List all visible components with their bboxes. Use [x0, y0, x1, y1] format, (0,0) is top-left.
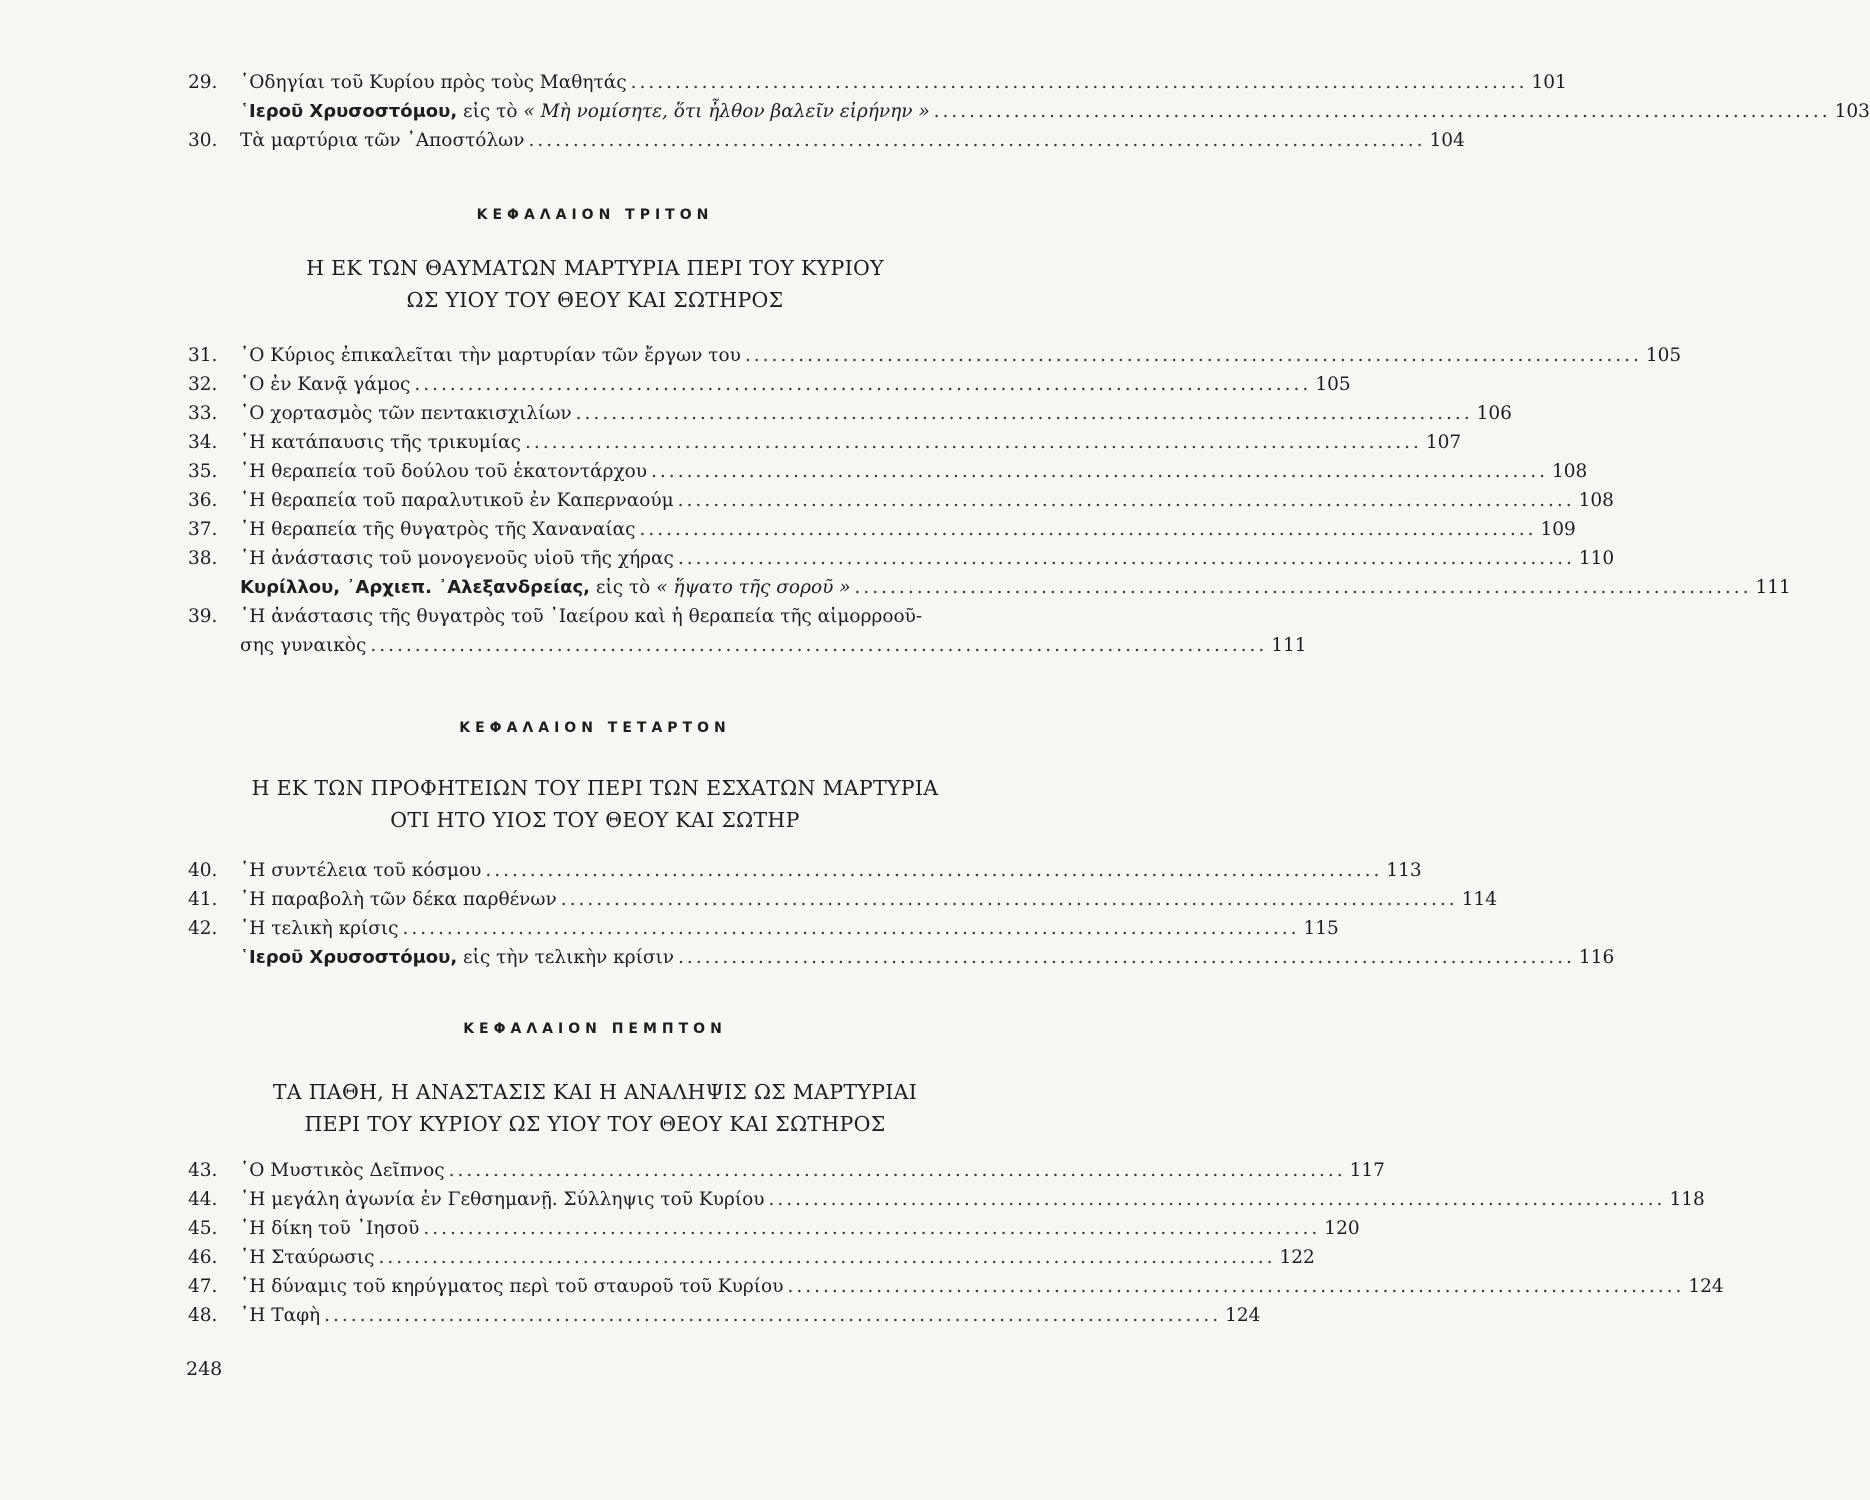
dot-leader: ..................................................................................................... [560, 889, 1458, 910]
entry-page: 113 [1386, 860, 1422, 881]
dot-leader: ..................................................................................................... [744, 345, 1642, 366]
entry-title: εἰς τὸ [589, 577, 657, 598]
toc-entry [188, 490, 1614, 518]
chapter-title [150, 252, 1040, 316]
entry-page: 104 [1429, 130, 1465, 151]
entry-quote: « ἥψατο τῆς σοροῦ » [656, 577, 851, 598]
entry-page: 111 [1271, 635, 1307, 656]
entry-number: 40. [188, 860, 218, 881]
entry-title: ῾Η συντέλεια τοῦ κόσμου [240, 860, 482, 881]
entry-page: 115 [1303, 918, 1339, 939]
dot-leader: ..................................................................................................... [575, 403, 1473, 424]
dot-leader: ..................................................................................................... [677, 490, 1575, 511]
entry-page: 105 [1315, 374, 1351, 395]
entry-number: 32. [188, 374, 218, 395]
toc-entry [188, 860, 1422, 888]
toc-entry [188, 947, 1615, 975]
entry-title: ῾Η δύναμις τοῦ κηρύγματος περὶ τοῦ σταυροῦ τοῦ Κυρίου [240, 1276, 784, 1297]
dot-leader: ..................................................................................................... [423, 1218, 1321, 1239]
chapter-title-line: ΩΣ ΥΙΟΥ ΤΟΥ ΘΕΟΥ ΚΑΙ ΣΩΤΗΡΟΣ [406, 288, 784, 312]
entry-page: 108 [1578, 490, 1614, 511]
entry-number: 45. [188, 1218, 218, 1239]
entry-number: 41. [188, 889, 218, 910]
chapter-title [150, 1076, 1040, 1140]
entry-title: ῾Η Ταφὴ [240, 1305, 321, 1326]
dot-leader: ..................................................................................................... [448, 1160, 1346, 1181]
toc-entry [188, 72, 1567, 100]
chapter-title-line: ΤΑ ΠΑΘΗ, Η ΑΝΑΣΤΑΣΙΣ ΚΑΙ Η ΑΝΑΛΗΨΙΣ ΩΣ ΜΑΡΤΥΡΙΑΙ [272, 1080, 918, 1104]
dot-leader: ..................................................................................................... [378, 1247, 1276, 1268]
dot-leader: ..................................................................................................... [485, 860, 1383, 881]
chapter-label: ΚΕΦΑΛΑΙΟΝ ΠΕΜΠΤΟΝ [463, 1021, 727, 1037]
entry-title: ῾Η ἀνάστασις τῆς θυγατρὸς τοῦ ᾿Ιαείρου καὶ ἡ θεραπεία τῆς αἱμορροοῦ- [240, 606, 923, 627]
entry-page: 111 [1755, 577, 1791, 598]
chapter-title-line: Η ΕΚ ΤΩΝ ΠΡΟΦΗΤΕΙΩΝ ΤΟΥ ΠΕΡΙ ΤΩΝ ΕΣΧΑΤΩΝ ΜΑΡΤΥΡΙΑ [251, 776, 939, 800]
entry-number: 39. [188, 606, 218, 627]
toc-entry [188, 1160, 1385, 1188]
entry-title: σης γυναικὸς [240, 635, 367, 656]
entry-page: 109 [1540, 519, 1576, 540]
entry-page: 124 [1225, 1305, 1261, 1326]
entry-number: 46. [188, 1247, 218, 1268]
chapter-title-line: ΟΤΙ ΗΤΟ ΥΙΟΣ ΤΟΥ ΘΕΟΥ ΚΑΙ ΣΩΤΗΡ [390, 808, 800, 832]
dot-leader: ..................................................................................................... [324, 1305, 1222, 1326]
entry-title: Τὰ μαρτύρια τῶν ᾿Αποστόλων [240, 130, 525, 151]
dot-leader: ..................................................................................................... [677, 548, 1575, 569]
toc-entry [188, 1305, 1261, 1333]
entry-author: ῾Ιεροῦ Χρυσοστόμου, [240, 101, 458, 122]
entry-page: 106 [1476, 403, 1512, 424]
entry-page: 116 [1578, 947, 1615, 968]
entry-number: 31. [188, 345, 218, 366]
entry-page: 110 [1578, 548, 1615, 569]
dot-leader: ..................................................................................................... [630, 72, 1528, 93]
entry-title: ῾Η παραβολὴ τῶν δέκα παρθένων [240, 889, 557, 910]
entry-number: 30. [188, 130, 218, 151]
chapter-title-line: ΠΕΡΙ ΤΟΥ ΚΥΡΙΟΥ ΩΣ ΥΙΟΥ ΤΟΥ ΘΕΟΥ ΚΑΙ ΣΩΤΗΡΟΣ [304, 1112, 886, 1136]
entry-title: ῾Η ἀνάστασις τοῦ μονογενοῦς υἱοῦ τῆς χήρας [240, 548, 674, 569]
entry-quote: « Μὴ νομίσητε, ὅτι ἦλθον βαλεῖν εἰρήνην » [523, 101, 930, 122]
toc-entry [188, 918, 1339, 946]
entry-page: 124 [1688, 1276, 1724, 1297]
chapter-title [150, 772, 1040, 836]
entry-number: 34. [188, 432, 218, 453]
toc-entry [188, 606, 1004, 634]
entry-number: 42. [188, 918, 218, 939]
chapter-label: ΚΕΦΑΛΑΙΟΝ ΤΕΤΑΡΤΟΝ [459, 720, 731, 736]
chapter-label: ΚΕΦΑΛΑΙΟΝ ΤΡΙΤΟΝ [476, 207, 714, 223]
entry-page: 114 [1461, 889, 1498, 910]
entry-number: 37. [188, 519, 218, 540]
entry-number: 33. [188, 403, 218, 424]
toc-entry [188, 548, 1615, 576]
entry-number: 44. [188, 1189, 218, 1210]
toc-entry [188, 1189, 1705, 1217]
toc-entry [188, 101, 1870, 129]
entry-title: ῾Η θεραπεία τοῦ δούλου τοῦ ἑκατοντάρχου [240, 461, 648, 482]
entry-number: 47. [188, 1276, 218, 1297]
entry-number: 29. [188, 72, 218, 93]
entry-page: 105 [1645, 345, 1682, 366]
dot-leader: ..................................................................................................... [651, 461, 1548, 482]
entry-author: Κυρίλλου, ᾿Αρχιεπ. ᾿Αλεξανδρείας, [240, 577, 590, 598]
entry-page: 103 [1834, 101, 1870, 122]
dot-leader: ..................................................................................................... [768, 1189, 1666, 1210]
entry-number: 36. [188, 490, 218, 511]
toc-entry [188, 374, 1351, 402]
entry-page: 122 [1279, 1247, 1315, 1268]
toc-entry [188, 461, 1588, 489]
toc-entry [188, 889, 1498, 917]
dot-leader: ..................................................................................................... [933, 101, 1831, 122]
entry-title: ῾Ο ἐν Κανᾷ γάμος [240, 374, 411, 395]
entry-title: ῾Ο χορτασμὸς τῶν πεντακισχιλίων [240, 403, 572, 424]
entry-page: 117 [1349, 1160, 1385, 1181]
entry-page: 107 [1425, 432, 1462, 453]
entry-title: εἰς τὸ [457, 101, 524, 122]
dot-leader: ..................................................................................................... [639, 519, 1537, 540]
entry-title: ῾Η θεραπεία τῆς θυγατρὸς τῆς Χαναναίας [240, 519, 636, 540]
entry-number: 43. [188, 1160, 218, 1181]
toc-entry [188, 1218, 1360, 1246]
toc-entry [188, 403, 1512, 431]
entry-page: 101 [1531, 72, 1567, 93]
toc-entry [188, 345, 1682, 373]
toc-entry [188, 1247, 1315, 1275]
toc-entry [188, 130, 1465, 158]
dot-leader: ..................................................................................................... [524, 432, 1422, 453]
toc-entry [188, 432, 1462, 460]
page-number: 248 [186, 1358, 223, 1380]
dot-leader: ..................................................................................................... [528, 130, 1426, 151]
chapter-title-line: Η ΕΚ ΤΩΝ ΘΑΥΜΑΤΩΝ ΜΑΡΤΥΡΙΑ ΠΕΡΙ ΤΟΥ ΚΥΡΙΟΥ [306, 256, 884, 280]
dot-leader: ..................................................................................................... [677, 947, 1575, 968]
toc-entry [188, 635, 1307, 663]
entry-title: εἰς τὴν τελικὴν κρίσιν [457, 947, 674, 968]
entry-author: ῾Ιεροῦ Χρυσοστόμου, [240, 947, 458, 968]
entry-page: 108 [1552, 461, 1588, 482]
entry-title: ῾Οδηγίαι τοῦ Κυρίου πρὸς τοὺς Μαθητάς [240, 72, 627, 93]
entry-title: ῾Ο Κύριος ἐπικαλεῖται τὴν μαρτυρίαν τῶν ἔργων του [240, 345, 741, 366]
entry-number: 48. [188, 1305, 218, 1326]
dot-leader: ..................................................................................................... [854, 577, 1752, 598]
entry-page: 118 [1669, 1189, 1705, 1210]
entry-page: 120 [1324, 1218, 1360, 1239]
toc-entry [188, 577, 1791, 605]
entry-title: ῾Ο Μυστικὸς Δεῖπνος [240, 1160, 445, 1181]
dot-leader: ..................................................................................................... [402, 918, 1300, 939]
dot-leader: ..................................................................................................... [787, 1276, 1685, 1297]
entry-title: ῾Η μεγάλη ἀγωνία ἐν Γεθσημανῇ. Σύλληψις τοῦ Κυρίου [240, 1189, 765, 1210]
entry-title: ῾Η τελικὴ κρίσις [240, 918, 399, 939]
entry-title: ῾Η θεραπεία τοῦ παραλυτικοῦ ἐν Καπερναούμ [240, 490, 674, 511]
entry-title: ῾Η Σταύρωσις [240, 1247, 375, 1268]
toc-entry [188, 519, 1576, 547]
entry-number: 35. [188, 461, 218, 482]
entry-title: ῾Η κατάπαυσις τῆς τρικυμίας [240, 432, 521, 453]
dot-leader: ..................................................................................................... [414, 374, 1312, 395]
toc-entry [188, 1276, 1724, 1304]
entry-title: ῾Η δίκη τοῦ ᾿Ιησοῦ [240, 1218, 420, 1239]
entry-number: 38. [188, 548, 218, 569]
dot-leader: ..................................................................................................... [370, 635, 1268, 656]
